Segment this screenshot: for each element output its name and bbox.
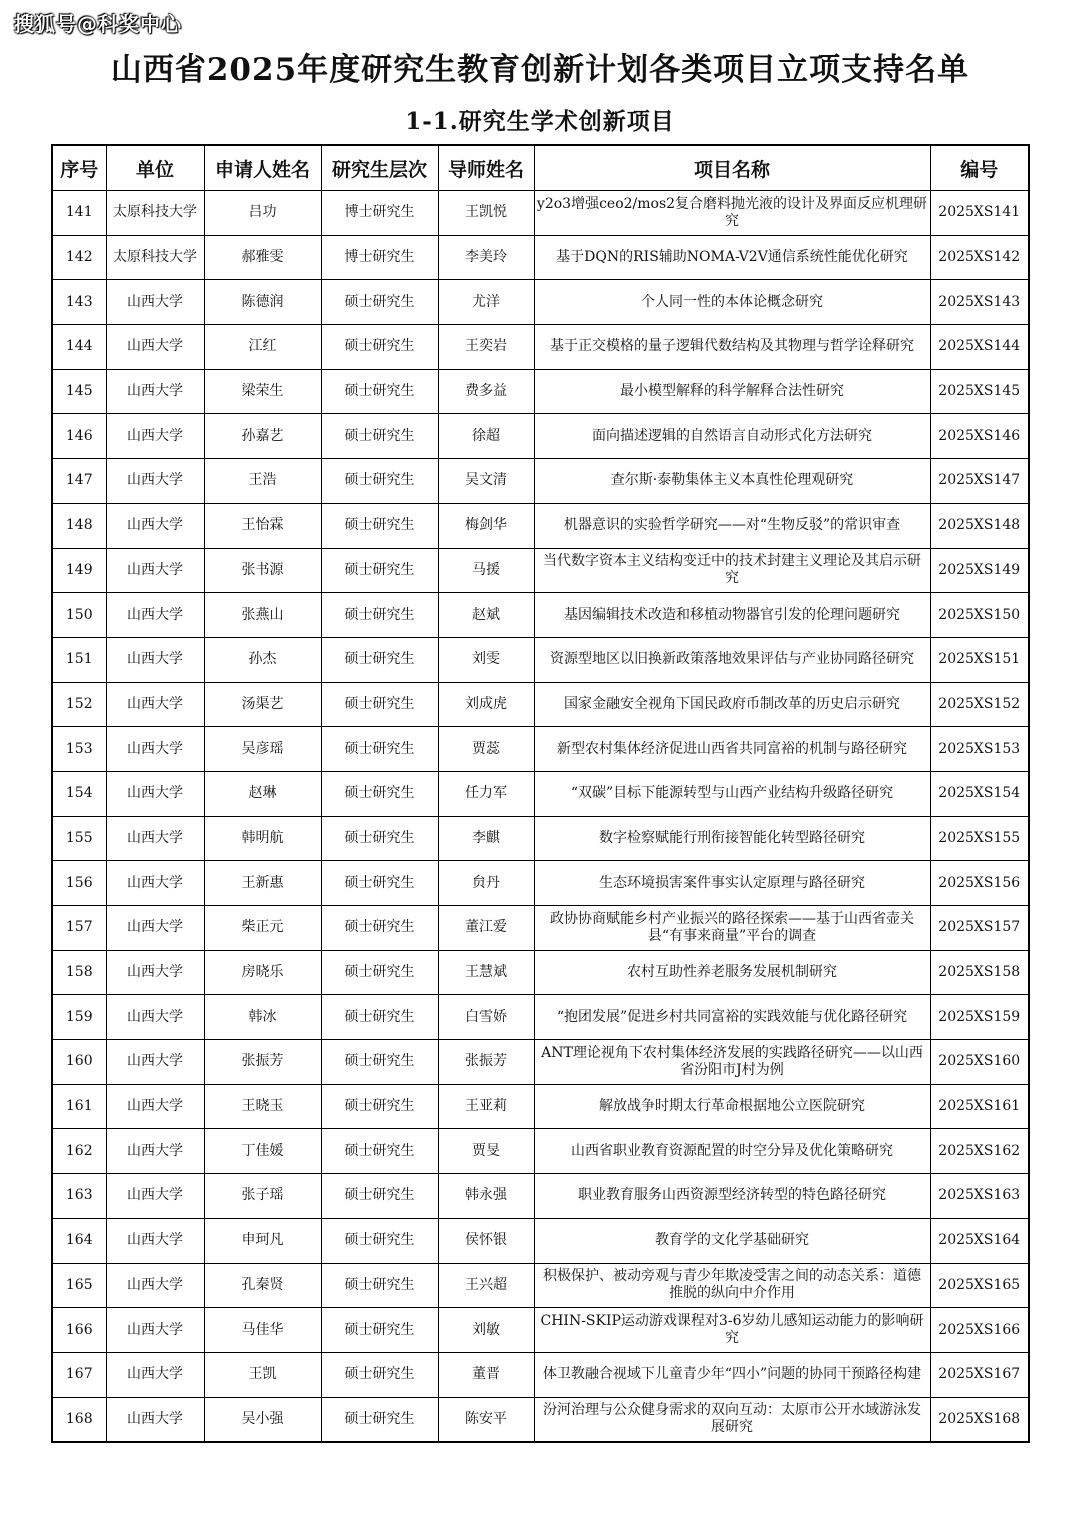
cell-level: 硕士研究生 (321, 369, 438, 414)
cell-unit: 山西大学 (106, 325, 204, 370)
cell-applicant: 王凯 (204, 1352, 321, 1397)
cell-level: 硕士研究生 (321, 1263, 438, 1308)
cell-advisor: 李美玲 (438, 235, 534, 280)
cell-applicant: 张子瑶 (204, 1174, 321, 1219)
cell-advisor: 王凯悦 (438, 191, 534, 236)
cell-advisor: 李麒 (438, 816, 534, 861)
cell-code: 2025XS144 (930, 325, 1029, 370)
cell-project: 最小模型解释的科学解释合法性研究 (534, 369, 930, 414)
cell-serial: 155 (52, 816, 106, 861)
cell-serial: 148 (52, 503, 106, 548)
cell-level: 硕士研究生 (321, 1352, 438, 1397)
cell-advisor: 吴文清 (438, 459, 534, 504)
cell-applicant: 郝雅雯 (204, 235, 321, 280)
cell-applicant: 韩冰 (204, 995, 321, 1040)
cell-level: 硕士研究生 (321, 950, 438, 995)
cell-level: 博士研究生 (321, 191, 438, 236)
cell-advisor: 张振芳 (438, 1040, 534, 1085)
cell-advisor: 刘敏 (438, 1308, 534, 1353)
table-row (52, 503, 1029, 548)
cell-level: 硕士研究生 (321, 1040, 438, 1085)
cell-advisor: 白雪娇 (438, 995, 534, 1040)
cell-code: 2025XS143 (930, 280, 1029, 325)
cell-advisor: 刘成虎 (438, 682, 534, 727)
table-row (52, 1218, 1029, 1263)
cell-project: “抱团发展”促进乡村共同富裕的实践效能与优化路径研究 (534, 995, 930, 1040)
cell-level: 硕士研究生 (321, 1129, 438, 1174)
table-row (52, 1352, 1029, 1397)
cell-unit: 山西大学 (106, 1397, 204, 1442)
table-row (52, 861, 1029, 906)
cell-project: 数字检察赋能行刑衔接智能化转型路径研究 (534, 816, 930, 861)
project-table (51, 144, 1030, 1443)
cell-serial: 149 (52, 548, 106, 593)
table-row (52, 727, 1029, 772)
cell-level: 硕士研究生 (321, 414, 438, 459)
cell-advisor: 董江爱 (438, 906, 534, 951)
table-row (52, 369, 1029, 414)
cell-code: 2025XS163 (930, 1174, 1029, 1219)
cell-serial: 141 (52, 191, 106, 236)
cell-advisor: 贠丹 (438, 861, 534, 906)
cell-serial: 150 (52, 593, 106, 638)
table-row (52, 548, 1029, 593)
cell-serial: 152 (52, 682, 106, 727)
cell-applicant: 孔秦贤 (204, 1263, 321, 1308)
cell-level: 硕士研究生 (321, 593, 438, 638)
cell-level: 硕士研究生 (321, 906, 438, 951)
header-project: 项目名称 (534, 145, 930, 191)
cell-advisor: 侯怀银 (438, 1218, 534, 1263)
header-unit: 单位 (106, 145, 204, 191)
cell-project: 体卫教融合视域下儿童青少年“四小”问题的协同干预路径构建 (534, 1352, 930, 1397)
cell-unit: 山西大学 (106, 280, 204, 325)
cell-unit: 山西大学 (106, 682, 204, 727)
cell-project: 资源型地区以旧换新政策落地效果评估与产业协同路径研究 (534, 637, 930, 682)
cell-code: 2025XS160 (930, 1040, 1029, 1085)
cell-unit: 山西大学 (106, 1174, 204, 1219)
cell-advisor: 刘雯 (438, 637, 534, 682)
cell-advisor: 尤洋 (438, 280, 534, 325)
cell-level: 硕士研究生 (321, 816, 438, 861)
cell-serial: 156 (52, 861, 106, 906)
table-row (52, 637, 1029, 682)
cell-applicant: 丁佳媛 (204, 1129, 321, 1174)
cell-project: 积极保护、被动旁观与青少年欺凌受害之间的动态关系：道德推脱的纵向中介作用 (534, 1263, 930, 1308)
cell-applicant: 申珂凡 (204, 1218, 321, 1263)
cell-code: 2025XS167 (930, 1352, 1029, 1397)
cell-serial: 145 (52, 369, 106, 414)
cell-code: 2025XS161 (930, 1084, 1029, 1129)
table-row (52, 816, 1029, 861)
cell-code: 2025XS155 (930, 816, 1029, 861)
cell-project: 当代数字资本主义结构变迁中的技术封建主义理论及其启示研究 (534, 548, 930, 593)
header-code: 编号 (930, 145, 1029, 191)
cell-applicant: 王怡霖 (204, 503, 321, 548)
table-row (52, 593, 1029, 638)
table-row (52, 771, 1029, 816)
cell-code: 2025XS156 (930, 861, 1029, 906)
table-row (52, 1129, 1029, 1174)
document-title: 山西省2025年度研究生教育创新计划各类项目立项支持名单 (110, 52, 970, 88)
cell-code: 2025XS153 (930, 727, 1029, 772)
cell-code: 2025XS147 (930, 459, 1029, 504)
cell-level: 硕士研究生 (321, 771, 438, 816)
cell-unit: 山西大学 (106, 771, 204, 816)
cell-serial: 160 (52, 1040, 106, 1085)
cell-code: 2025XS146 (930, 414, 1029, 459)
cell-serial: 158 (52, 950, 106, 995)
table-row (52, 459, 1029, 504)
cell-applicant: 房晓乐 (204, 950, 321, 995)
cell-unit: 山西大学 (106, 548, 204, 593)
cell-applicant: 柴正元 (204, 906, 321, 951)
cell-advisor: 任力军 (438, 771, 534, 816)
cell-project: 查尔斯·泰勒集体主义本真性伦理观研究 (534, 459, 930, 504)
cell-code: 2025XS142 (930, 235, 1029, 280)
cell-applicant: 张燕山 (204, 593, 321, 638)
cell-advisor: 王亚莉 (438, 1084, 534, 1129)
cell-code: 2025XS168 (930, 1397, 1029, 1442)
cell-project: ANT理论视角下农村集体经济发展的实践路径研究——以山西省汾阳市J村为例 (534, 1040, 930, 1085)
section-subtitle: 1-1.研究生学术创新项目 (405, 108, 675, 135)
cell-unit: 山西大学 (106, 369, 204, 414)
cell-project: 国家金融安全视角下国民政府币制改革的历史启示研究 (534, 682, 930, 727)
cell-level: 硕士研究生 (321, 1218, 438, 1263)
cell-serial: 162 (52, 1129, 106, 1174)
cell-advisor: 梅剑华 (438, 503, 534, 548)
cell-applicant: 孙杰 (204, 637, 321, 682)
cell-unit: 山西大学 (106, 816, 204, 861)
cell-applicant: 吴小强 (204, 1397, 321, 1442)
cell-unit: 山西大学 (106, 637, 204, 682)
cell-level: 硕士研究生 (321, 682, 438, 727)
cell-project: 政协协商赋能乡村产业振兴的路径探索——基于山西省壶关县“有事来商量”平台的调查 (534, 906, 930, 951)
table-row (52, 995, 1029, 1040)
cell-code: 2025XS145 (930, 369, 1029, 414)
cell-unit: 山西大学 (106, 1218, 204, 1263)
cell-advisor: 陈安平 (438, 1397, 534, 1442)
cell-serial: 153 (52, 727, 106, 772)
cell-unit: 山西大学 (106, 593, 204, 638)
cell-code: 2025XS157 (930, 906, 1029, 951)
cell-code: 2025XS150 (930, 593, 1029, 638)
cell-unit: 山西大学 (106, 1040, 204, 1085)
cell-project: 基因编辑技术改造和移植动物器官引发的伦理问题研究 (534, 593, 930, 638)
cell-advisor: 王慧斌 (438, 950, 534, 995)
cell-code: 2025XS165 (930, 1263, 1029, 1308)
cell-serial: 143 (52, 280, 106, 325)
table-row (52, 950, 1029, 995)
cell-serial: 165 (52, 1263, 106, 1308)
cell-code: 2025XS148 (930, 503, 1029, 548)
cell-applicant: 张振芳 (204, 1040, 321, 1085)
cell-unit: 山西大学 (106, 459, 204, 504)
cell-unit: 山西大学 (106, 995, 204, 1040)
cell-advisor: 徐超 (438, 414, 534, 459)
cell-level: 硕士研究生 (321, 727, 438, 772)
cell-code: 2025XS141 (930, 191, 1029, 236)
cell-level: 硕士研究生 (321, 548, 438, 593)
cell-serial: 161 (52, 1084, 106, 1129)
cell-project: 山西省职业教育资源配置的时空分异及优化策略研究 (534, 1129, 930, 1174)
cell-applicant: 陈德润 (204, 280, 321, 325)
cell-project: 新型农村集体经济促进山西省共同富裕的机制与路径研究 (534, 727, 930, 772)
cell-code: 2025XS151 (930, 637, 1029, 682)
cell-unit: 山西大学 (106, 861, 204, 906)
table-row (52, 1174, 1029, 1219)
cell-serial: 159 (52, 995, 106, 1040)
table-header-row (52, 145, 1029, 191)
cell-project: 面向描述逻辑的自然语言自动形式化方法研究 (534, 414, 930, 459)
cell-level: 硕士研究生 (321, 1308, 438, 1353)
table-row (52, 1084, 1029, 1129)
cell-applicant: 梁荣生 (204, 369, 321, 414)
cell-serial: 166 (52, 1308, 106, 1353)
cell-level: 硕士研究生 (321, 325, 438, 370)
cell-level: 硕士研究生 (321, 1397, 438, 1442)
cell-level: 硕士研究生 (321, 637, 438, 682)
cell-level: 硕士研究生 (321, 995, 438, 1040)
cell-serial: 163 (52, 1174, 106, 1219)
cell-applicant: 王晓玉 (204, 1084, 321, 1129)
cell-advisor: 董晋 (438, 1352, 534, 1397)
cell-unit: 山西大学 (106, 950, 204, 995)
cell-serial: 168 (52, 1397, 106, 1442)
cell-unit: 太原科技大学 (106, 191, 204, 236)
table-row (52, 1263, 1029, 1308)
header-level: 研究生层次 (321, 145, 438, 191)
cell-serial: 167 (52, 1352, 106, 1397)
cell-advisor: 贾蕊 (438, 727, 534, 772)
cell-code: 2025XS164 (930, 1218, 1029, 1263)
cell-project: 机器意识的实验哲学研究——对“生物反驳”的常识审查 (534, 503, 930, 548)
cell-unit: 山西大学 (106, 1084, 204, 1129)
cell-advisor: 马援 (438, 548, 534, 593)
cell-level: 硕士研究生 (321, 861, 438, 906)
cell-serial: 157 (52, 906, 106, 951)
cell-level: 硕士研究生 (321, 280, 438, 325)
cell-advisor: 王奕岩 (438, 325, 534, 370)
cell-project: 生态环境损害案件事实认定原理与路径研究 (534, 861, 930, 906)
cell-applicant: 江红 (204, 325, 321, 370)
watermark: 搜狐号@科奖中心 (14, 12, 182, 36)
cell-project: y2o3增强ceo2/mos2复合磨料抛光液的设计及界面反应机理研究 (534, 191, 930, 236)
cell-advisor: 王兴超 (438, 1263, 534, 1308)
cell-advisor: 费多益 (438, 369, 534, 414)
header-advisor: 导师姓名 (438, 145, 534, 191)
cell-serial: 146 (52, 414, 106, 459)
cell-serial: 164 (52, 1218, 106, 1263)
table-row (52, 1040, 1029, 1085)
cell-code: 2025XS158 (930, 950, 1029, 995)
cell-code: 2025XS154 (930, 771, 1029, 816)
cell-serial: 151 (52, 637, 106, 682)
table-row (52, 1308, 1029, 1353)
cell-unit: 山西大学 (106, 1129, 204, 1174)
header-applicant: 申请人姓名 (204, 145, 321, 191)
cell-code: 2025XS166 (930, 1308, 1029, 1353)
header-serial: 序号 (52, 145, 106, 191)
cell-project: 个人同一性的本体论概念研究 (534, 280, 930, 325)
cell-serial: 147 (52, 459, 106, 504)
cell-project: 解放战争时期太行革命根据地公立医院研究 (534, 1084, 930, 1129)
cell-project: CHIN-SKIP运动游戏课程对3-6岁幼儿感知运动能力的影响研究 (534, 1308, 930, 1353)
cell-applicant: 马佳华 (204, 1308, 321, 1353)
cell-unit: 山西大学 (106, 414, 204, 459)
table-row (52, 1397, 1029, 1442)
cell-project: 职业教育服务山西资源型经济转型的特色路径研究 (534, 1174, 930, 1219)
cell-level: 硕士研究生 (321, 1174, 438, 1219)
cell-unit: 山西大学 (106, 1263, 204, 1308)
cell-applicant: 孙嘉艺 (204, 414, 321, 459)
cell-advisor: 韩永强 (438, 1174, 534, 1219)
table-row (52, 235, 1029, 280)
cell-serial: 142 (52, 235, 106, 280)
cell-unit: 山西大学 (106, 1352, 204, 1397)
table-row (52, 280, 1029, 325)
cell-serial: 144 (52, 325, 106, 370)
cell-level: 硕士研究生 (321, 503, 438, 548)
cell-level: 硕士研究生 (321, 459, 438, 504)
table-row (52, 682, 1029, 727)
cell-code: 2025XS149 (930, 548, 1029, 593)
cell-applicant: 王浩 (204, 459, 321, 504)
cell-unit: 山西大学 (106, 906, 204, 951)
cell-code: 2025XS152 (930, 682, 1029, 727)
cell-applicant: 张书源 (204, 548, 321, 593)
table-row (52, 191, 1029, 236)
cell-applicant: 王新惠 (204, 861, 321, 906)
cell-code: 2025XS162 (930, 1129, 1029, 1174)
cell-project: 基于正交模格的量子逻辑代数结构及其物理与哲学诠释研究 (534, 325, 930, 370)
cell-level: 博士研究生 (321, 235, 438, 280)
cell-project: “双碳”目标下能源转型与山西产业结构升级路径研究 (534, 771, 930, 816)
cell-advisor: 贾旻 (438, 1129, 534, 1174)
cell-unit: 山西大学 (106, 503, 204, 548)
cell-applicant: 韩明航 (204, 816, 321, 861)
cell-applicant: 赵琳 (204, 771, 321, 816)
cell-advisor: 赵斌 (438, 593, 534, 638)
cell-project: 农村互助性养老服务发展机制研究 (534, 950, 930, 995)
cell-unit: 太原科技大学 (106, 235, 204, 280)
table-row (52, 906, 1029, 951)
cell-applicant: 汤渠艺 (204, 682, 321, 727)
table-row (52, 325, 1029, 370)
cell-project: 汾河治理与公众健身需求的双向互动：太原市公开水域游泳发展研究 (534, 1397, 930, 1442)
table-row (52, 414, 1029, 459)
cell-level: 硕士研究生 (321, 1084, 438, 1129)
cell-unit: 山西大学 (106, 727, 204, 772)
cell-project: 教育学的文化学基础研究 (534, 1218, 930, 1263)
cell-applicant: 吕功 (204, 191, 321, 236)
cell-code: 2025XS159 (930, 995, 1029, 1040)
cell-project: 基于DQN的RIS辅助NOMA-V2V通信系统性能优化研究 (534, 235, 930, 280)
cell-unit: 山西大学 (106, 1308, 204, 1353)
cell-serial: 154 (52, 771, 106, 816)
cell-applicant: 吴彦瑶 (204, 727, 321, 772)
